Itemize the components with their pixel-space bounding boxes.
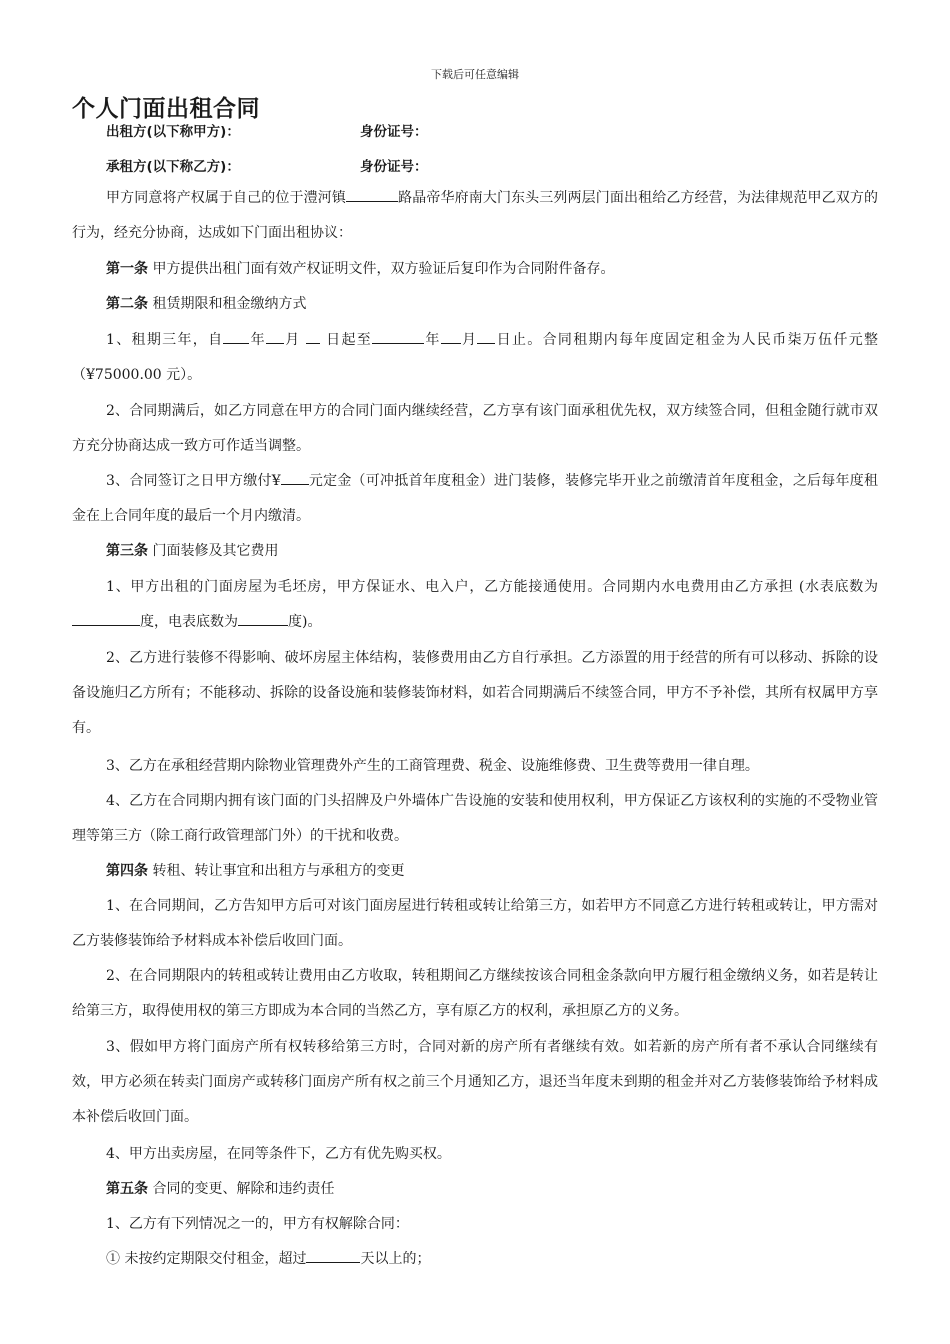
article-5-text: 合同的变更、解除和违约责任 xyxy=(148,1181,335,1197)
end-day-blank xyxy=(477,329,495,344)
header-note: 下载后可任意编辑 xyxy=(431,68,519,81)
article-4-heading: 第四条 xyxy=(106,863,148,879)
article-5-heading: 第五条 xyxy=(106,1181,148,1197)
article-1-text: 甲方提供出租门面有效产权证明文件，双方验证后复印作为合同附件备存。 xyxy=(148,261,615,277)
clause-text: 日起至 xyxy=(326,332,373,348)
clause-text: 元定金（可冲抵首年度租金）进门装修，装修完毕开业之前缴清首年度租金，之后每年度租金在上合同年度的最后一个月内缴清。 xyxy=(72,473,878,524)
end-month-blank xyxy=(441,329,461,344)
start-day-blank xyxy=(306,329,320,344)
lessor-label: 出租方(以下称甲方)： xyxy=(106,124,240,140)
article-3 xyxy=(72,534,878,569)
article-4-clause-3: 3、假如甲方将门面房产所有权转移给第三方时，合同对新的房产所有者继续有效。如若新的房产所有者不承认合同继续有效，甲方必须在转卖门面房产或转移门面房产所有权之前三个月通知乙方，退还当年度未到期的租金并对乙方装修装饰给予材料成本补偿后收回门面。 xyxy=(72,1039,878,1125)
article-2-clause-1 xyxy=(72,323,878,393)
overdue-days-blank xyxy=(306,1248,360,1263)
article-4-clause-2: 2、在合同期限内的转租或转让费用由乙方收取，转租期间乙方继续按该合同租金条款向甲方履行租金缴纳义务，如若是转让给第三方，取得使用权的第三方即成为本合同的当然乙方，享有原乙方的权利，承担原乙方的义务。 xyxy=(72,968,878,1019)
lessor-id-label: 身份证号： xyxy=(360,124,428,140)
article-3-clause-1 xyxy=(72,570,878,640)
end-year-blank xyxy=(372,329,424,344)
clause-text: 天以上的； xyxy=(360,1251,431,1267)
clause-text: 1、甲方出租的门面房屋为毛坯房，甲方保证水、电入户，乙方能接通使用。合同期内水电费用由乙方承担 (水表底数为 xyxy=(106,579,878,595)
clause-text: 年 xyxy=(249,332,266,348)
clause-text: ① 未按约定期限交付租金，超过 xyxy=(106,1251,307,1267)
lessee-id-label: 身份证号： xyxy=(360,159,428,175)
article-3-heading: 第三条 xyxy=(106,543,148,559)
article-3-clause-2: 2、乙方进行装修不得影响、破坏房屋主体结构，装修费用由乙方自行承担。乙方添置的用于经营的所有可以移动、拆除的设备设施归乙方所有；不能移动、拆除的设备设施和装修装饰材料，如若合同期满后不续签合同，甲方不予补偿，其所有权属甲方享有。 xyxy=(72,650,878,736)
clause-text: 月 xyxy=(284,332,301,348)
article-2-text: 租赁期限和租金缴纳方式 xyxy=(148,296,307,312)
article-4-clause-4: 4、甲方出卖房屋，在同等条件下，乙方有优先购买权。 xyxy=(106,1146,451,1162)
document-title: 个人门面出租合同 xyxy=(72,96,260,122)
electric-meter-blank xyxy=(238,611,288,626)
article-2-clause-2: 2、合同期满后，如乙方同意在甲方的合同门面内继续经营，乙方享有该门面承租优先权，双方续签合同，但租金随行就市双方充分协商达成一致方可作适当调整。 xyxy=(72,403,878,454)
article-4-text: 转租、转让事宜和出租方与承租方的变更 xyxy=(148,863,405,879)
intro-text-a: 甲方同意将产权属于自己的位于澧河镇 xyxy=(106,190,346,206)
article-4 xyxy=(72,854,878,889)
article-2 xyxy=(72,287,878,322)
lessee-label: 承租方(以下称乙方)： xyxy=(106,159,240,175)
clause-text: 度)。 xyxy=(288,614,322,630)
clause-text: 度，电表底数为 xyxy=(140,614,238,630)
clause-text: 1、租期三年，自 xyxy=(106,332,224,348)
article-5-clause-1: 1、乙方有下列情况之一的，甲方有权解除合同： xyxy=(106,1216,409,1232)
lessee-row xyxy=(106,155,428,175)
article-5 xyxy=(72,1172,878,1207)
start-month-blank xyxy=(266,329,284,344)
clause-text: 日止。合同租期内每年度固定租金为人民币柒万伍仟元整（¥75000.00 元）。 xyxy=(72,332,879,383)
clause-text: 年 xyxy=(424,332,441,348)
article-1-heading: 第一条 xyxy=(106,261,148,277)
article-3-clause-4: 4、乙方在合同期内拥有该门面的门头招牌及户外墙体广告设施的安装和使用权利，甲方保证乙方该权利的实施的不受物业管理等第三方（除工商行政管理部门外）的干扰和收费。 xyxy=(72,793,878,844)
clause-text: 3、合同签订之日甲方缴付¥ xyxy=(106,473,281,489)
location-blank xyxy=(346,187,398,202)
lessor-row xyxy=(106,120,428,140)
clause-text: 月 xyxy=(460,332,478,348)
article-5-item-1 xyxy=(72,1242,878,1277)
article-2-clause-3 xyxy=(72,464,878,534)
article-1 xyxy=(72,252,878,287)
article-3-clause-3: 3、乙方在承租经营期内除物业管理费外产生的工商管理费、税金、设施维修费、卫生费等费用一律自理。 xyxy=(106,758,759,774)
intro-paragraph xyxy=(72,181,878,251)
article-3-text: 门面装修及其它费用 xyxy=(148,543,279,559)
article-2-heading: 第二条 xyxy=(106,296,148,312)
water-meter-blank xyxy=(72,611,140,626)
intro-text-b: 路晶帝华府南大门东头三列两层门面出租给乙方经营，为法律规范甲乙双方的行为，经充分协商，达成如下门面出租协议： xyxy=(72,190,878,241)
article-4-clause-1: 1、在合同期间，乙方告知甲方后可对该门面房屋进行转租或转让给第三方，如若甲方不同意乙方进行转租或转让，甲方需对乙方装修装饰给予材料成本补偿后收回门面。 xyxy=(72,898,878,949)
deposit-blank xyxy=(281,470,309,485)
start-year-blank xyxy=(223,329,249,344)
